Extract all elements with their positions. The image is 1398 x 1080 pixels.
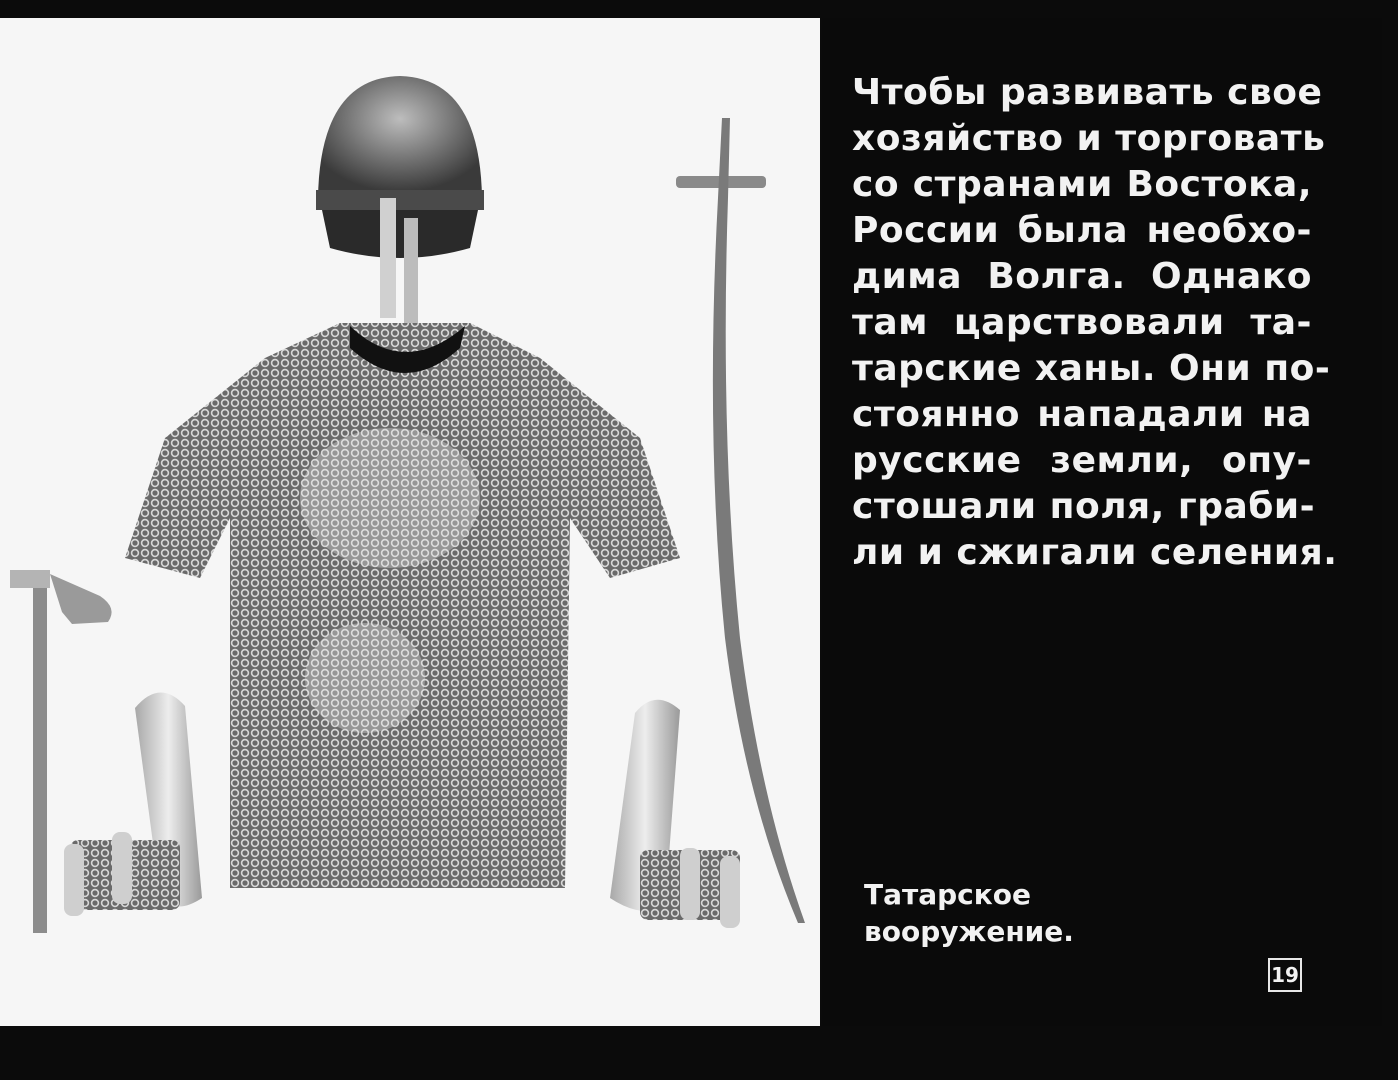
paragraph-line: стошали поля, граби- xyxy=(852,486,1316,527)
paragraph-line: стоянно нападали на xyxy=(852,394,1312,435)
caption-line-2: вооружение. xyxy=(864,915,1074,948)
helmet xyxy=(316,76,484,323)
frame-number: 19 xyxy=(1268,958,1302,992)
paragraph-line: со странами Востока, xyxy=(852,164,1312,205)
paragraph-line: ли и сжигали селения. xyxy=(852,532,1338,573)
paragraph-line: тарские ханы. Они по- xyxy=(852,348,1331,389)
armor-photo xyxy=(0,18,820,1026)
tatar-armor-illustration xyxy=(0,18,820,1026)
caption-line-1: Татарское xyxy=(864,878,1031,911)
right-bracer xyxy=(610,700,740,928)
paragraph-line: России была необхо- xyxy=(852,210,1312,251)
main-paragraph xyxy=(852,70,1338,576)
paragraph-line: Чтобы развивать свое xyxy=(852,72,1323,113)
photo-caption xyxy=(864,876,1104,950)
chain-mail-shirt xyxy=(125,323,680,888)
paragraph-line: дима Волга. Однако xyxy=(852,256,1312,297)
sabre xyxy=(676,118,805,923)
paragraph-line: хозяйство и торговать xyxy=(852,118,1326,159)
paragraph-line: русские земли, опу- xyxy=(852,440,1312,481)
left-bracer xyxy=(64,692,202,916)
paragraph-line: там царствовали та- xyxy=(852,302,1312,343)
